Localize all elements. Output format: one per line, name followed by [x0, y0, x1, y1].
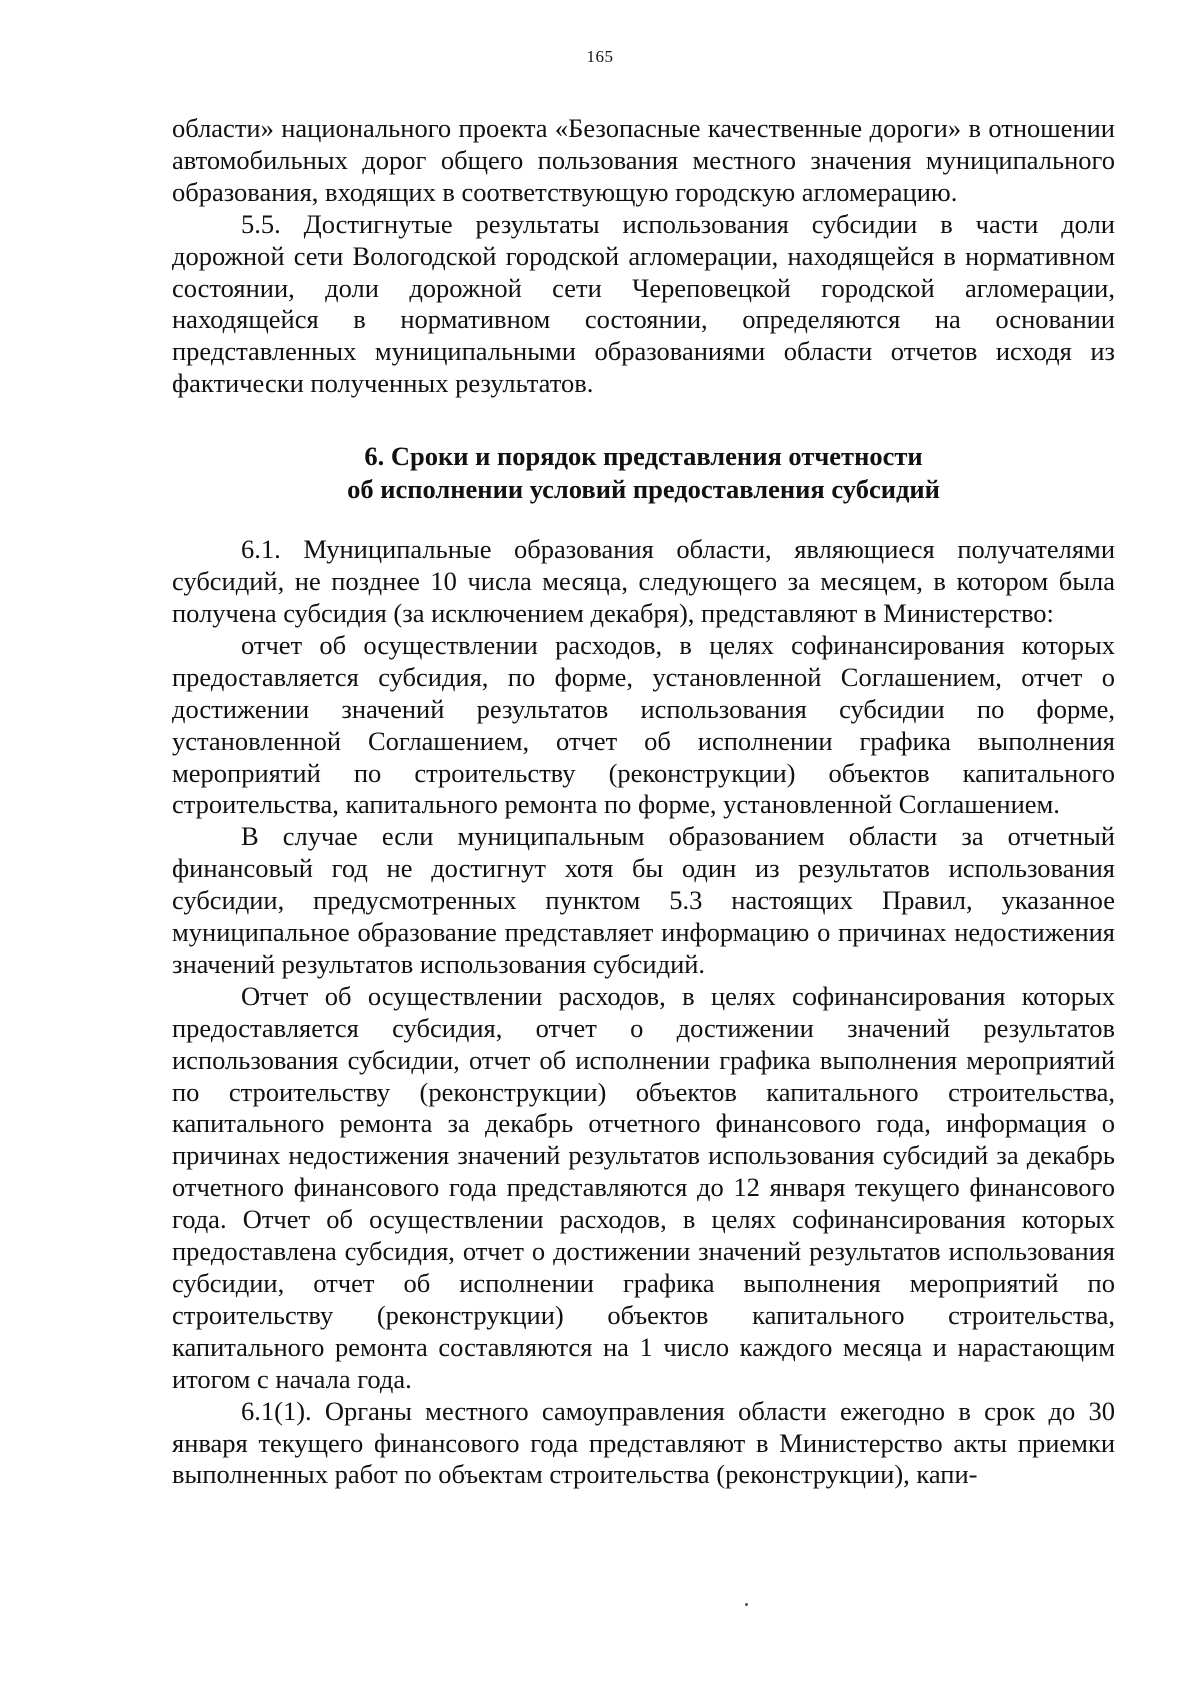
document-body [172, 113, 1115, 1491]
page-number: 165 [586, 47, 614, 66]
scan-speck [745, 1603, 748, 1606]
paragraph-december-reports: Отчет об осуществлении расходов, в целях софинансирования которых предоставляется субсидия, отчет о достижении значений результатов использования субсидии, отчет об исполнении графика выполнения мероприятий по строительству (реконструкции) объектов капитального строительства, капитального ремонта за декабрь отчетного финансового года, информация о причинах недостижения значений результатов использования субсидий за декабрь отчетного финансового года представляются до 12 января текущего финансового года. Отчет об осуществлении расходов, в целях софинансирования которых предоставлена субсидия, отчет о достижении значений результатов использования субсидии, отчет об исполнении графика выполнения мероприятий по строительству (реконструкции) объектов капитального строительства, капитального ремонта составляются на 1 число каждого месяца и нарастающим итогом с начала года. [172, 980, 1115, 1394]
section-heading-line-1: 6. Сроки и порядок представления отчетности [364, 441, 923, 472]
paragraph-6-1-1: 6.1(1). Органы местного самоуправления области ежегодно в срок до 30 января текущего финансового года представляют в Министерство акты приемки выполненных работ по объектам строительства (реконструкции), капи- [172, 1395, 1115, 1490]
section-heading [172, 440, 1115, 506]
paragraph-6-1: 6.1. Муниципальные образования области, являющиеся получателями субсидий, не позднее 10 числа месяца, следующего за месяцем, в котором была получена субсидия (за исключением декабря), представляют в Министерство: [172, 534, 1115, 628]
paragraph-5-5: 5.5. Достигнутые результаты использования субсидии в части доли дорожной сети Вологодской городской агломерации, находящейся в нормативном состоянии, доли дорожной сети Череповецкой городской агломерации, находящейся в нормативном состоянии, определяются на основании представленных муниципальными образованиями области отчетов исходя из фактически полученных результатов. [172, 208, 1115, 399]
paragraph-non-achievement: В случае если муниципальным образованием области за отчетный финансовый год не достигнут хотя бы один из результатов использования субсидии, предусмотренных пунктом 5.3 настоящих Правил, указанное муниципальное образование представляет информацию о причинах недостижения значений результатов использования субсидий. [172, 821, 1115, 979]
paragraph-report-list: отчет об осуществлении расходов, в целях софинансирования которых предоставляется субсидия, по форме, установленной Соглашением, отчет о достижении значений результатов использования субсидии по форме, установленной Соглашением, отчет об исполнении графика выполнения мероприятий по строительству (реконструкции) объектов капитального строительства, капитального ремонта по форме, установленной Соглашением. [172, 629, 1115, 820]
paragraph-continuation: области» национального проекта «Безопасные качественные дороги» в отношении автомобильных дорог общего пользования местного значения муниципального образования, входящих в соответствующую городскую агломерацию. [172, 113, 1115, 207]
section-heading-line-2: об исполнении условий предоставления субсидий [347, 474, 940, 505]
